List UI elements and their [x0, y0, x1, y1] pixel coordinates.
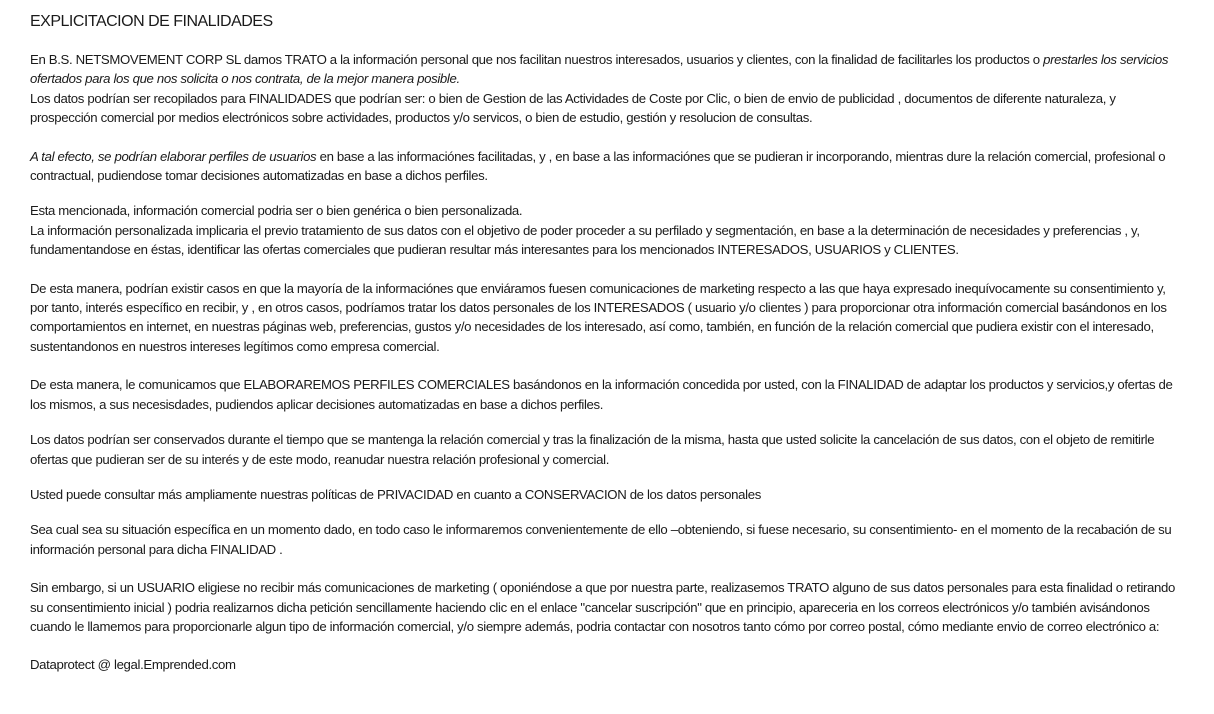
paragraph-profiles	[30, 147, 1186, 186]
document-title: EXPLICITACION DE FINALIDADES	[30, 13, 273, 30]
commercial-info-text: Esta mencionada, información comercial podria ser o bien genérica o bien personalizada.	[30, 203, 523, 219]
paragraph-opt-out: Sin embargo, si un USUARIO eligiese no recibir más comunicaciones de marketing ( oponiéndose a que por nuestra parte, realizasemos TRATO alguno de sus datos personales para esta finalidad o retirando su consentimiento inicial ) podria realizarnos dicha petición sencillamente haciendo clic en el enlace "cancelar suscripción" que en principio, apareceria en los correos electrónicos y/o también avisándonos cuando le llamemos para proporcionarle algun tipo de información comercial, y/o siempre además, podria contactar con nosotros tanto cómo por correo postal, cómo mediante envio de correo electrónico a:	[30, 580, 1175, 634]
paragraph-elaborate-profiles: De esta manera, le comunicamos que ELABORAREMOS PERFILES COMERCIALES basándonos en la información concedida por usted, con la FINALIDAD de adaptar los productos y servicios,y ofertas de los mismos, a sus necesisdades, pudiendos aplicar decisiones automatizadas en base a dichos perfiles.	[30, 377, 1173, 412]
paragraph-intro	[30, 50, 1186, 128]
profiles-text: en base a las informaciónes facilitadas, y , en base a las informaciónes que se pudieran ir incorporando, mientras dure la relación comercial, profesional o contractual, pudiendose tomar decisiones automatizadas en base a dichos perfiles.	[30, 148, 1166, 184]
personalized-info-text: La información personalizada implicaria el previo tratamiento de sus datos con el objetivo de poder proceder a su perfilado y segmentación, en base a la determinación de necesidades y preferencias , y, fundamentandose en éstas, identificar las ofertas comerciales que pudieran resultar más interesantes para los mencionados INTERESADOS, USUARIOS y CLIENTES.	[30, 222, 1140, 258]
paragraph-commercial-info	[30, 201, 1186, 259]
document-body	[30, 10, 1186, 675]
intro-text: En B.S. NETSMOVEMENT CORP SL damos TRATO a la información personal que nos facilitan nuestros interesados, usuarios y clientes, con la finalidad de facilitarles los productos o	[30, 52, 1044, 67]
paragraph-privacy-policy: Usted puede consultar más ampliamente nuestras políticas de PRIVACIDAD en cuanto a CONSERVACION de los datos personales	[30, 486, 761, 502]
paragraph-marketing-cases: De esta manera, podrían existir casos en que la mayoría de la informaciónes que enviáramos fuesen comunicaciones de marketing respecto a las que haya expresado inequívocamente su consentimiento y, por tanto, interés específico en recibir, y , en otros casos, podríamos tratar los datos personales de los INTERESADOS ( usuario y/o clientes ) para proporcionar otra información comercial basándonos en los comportamientos en internet, en nuestras páginas web, preferencias, gustos y/o necesidades de los interesado, así como, también, en función de la relación comercial que pudiera existir con el interesado, sustentandonos en nuestros intereses legítimos como empresa comercial.	[30, 280, 1167, 354]
intro-italic-text: prestarles los servicios ofertados para los que nos solicita o nos contrata, de la mejor manera posible.	[30, 52, 1169, 87]
intro-purposes-text: Los datos podrían ser recopilados para FINALIDADES que podrían ser: o bien de Gestion de las Actividades de Coste por Clic, o bien de envio de publicidad , documentos de diferente naturaleza, y prospección comercial por medios electrónicos sobre actividades, productos y/o servicos, o bien de estudio, gestión y resolucion de consultas.	[30, 90, 1116, 126]
paragraph-specific-situation: Sea cual sea su situación específica en un momento dado, en todo caso le informaremos convenientemente de ello –obteniendo, si fuese necesario, su consentimiento- en el momento de la recabación de su información personal para dicha FINALIDAD .	[30, 522, 1172, 557]
paragraph-data-retention: Los datos podrían ser conservados durante el tiempo que se mantenga la relación comercial y tras la finalización de la misma, hasta que usted solicite la cancelación de sus datos, con el objeto de remitirle ofertas que pudieran ser de su interés y de este modo, reanudar nuestra relación profesional y comercial.	[30, 432, 1155, 467]
contact-email: Dataprotect @ legal.Emprended.com	[30, 657, 236, 673]
profiles-italic-text: A tal efecto, se podrían elaborar perfiles de usuarios	[30, 148, 317, 164]
